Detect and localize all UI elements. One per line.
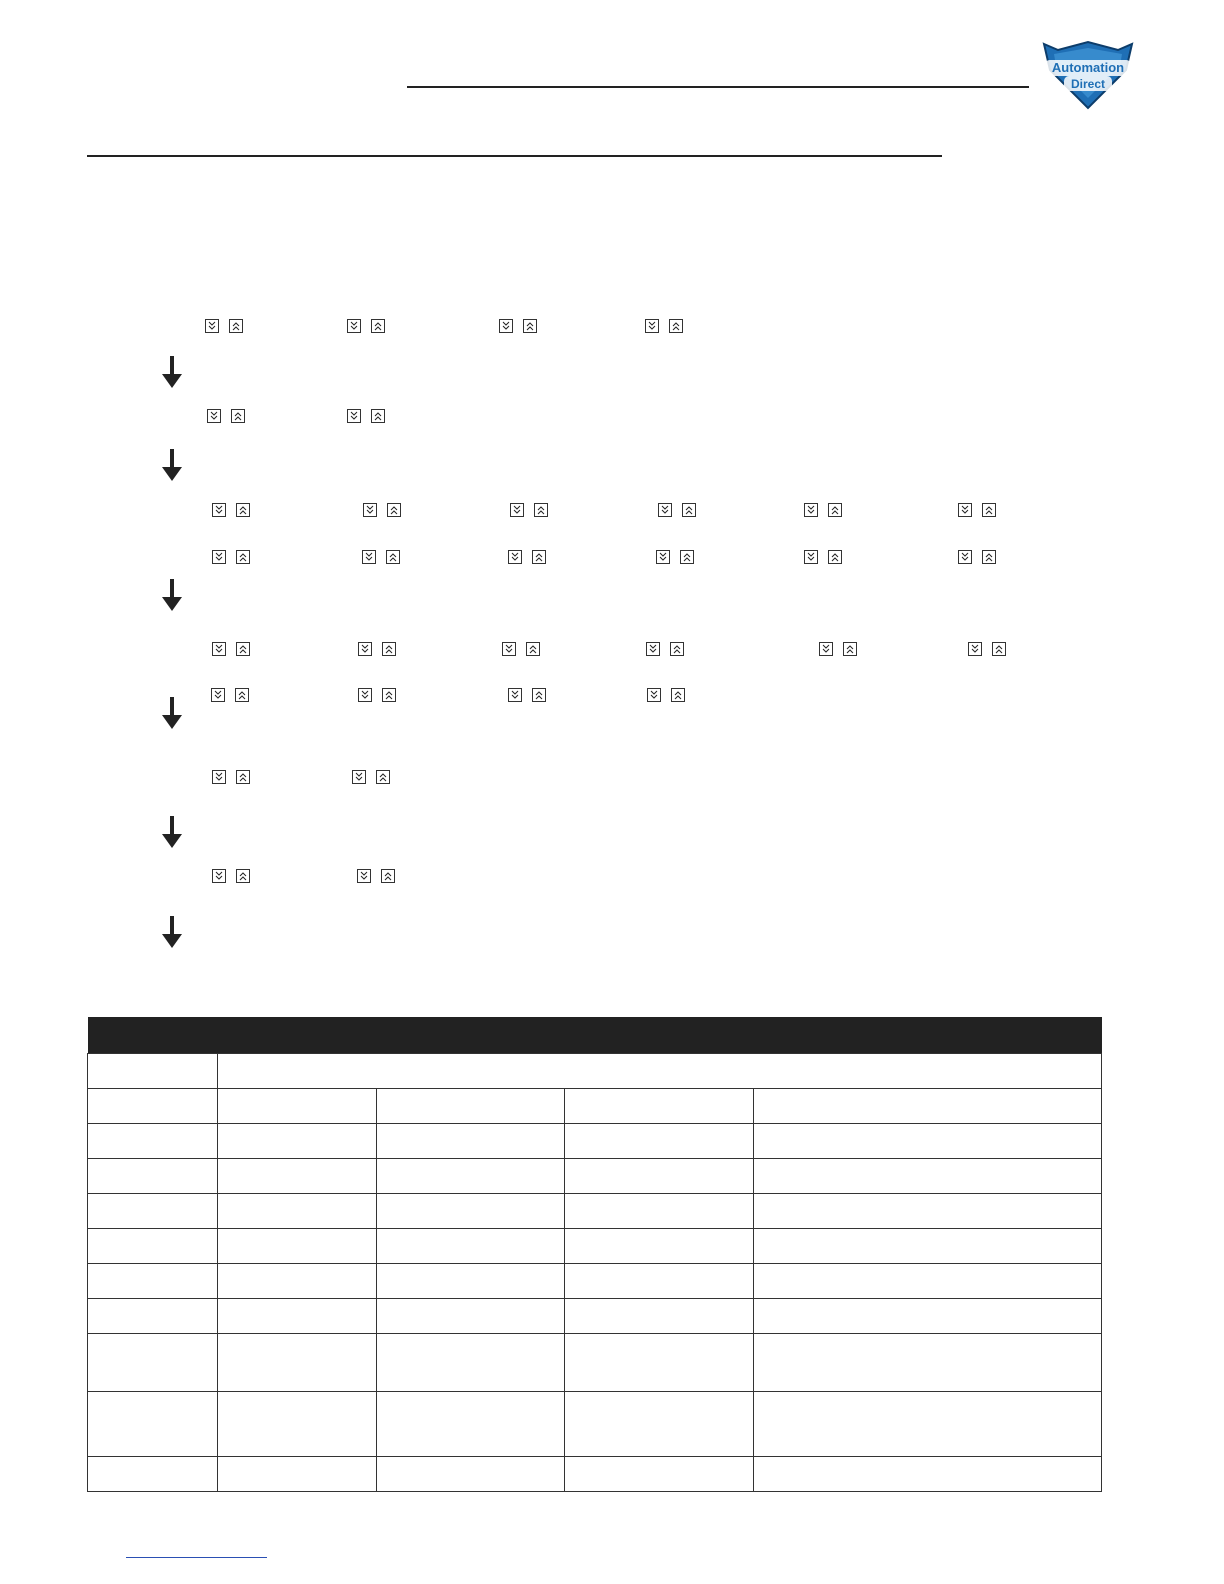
key-pair [212,503,250,517]
key-up-icon [376,770,390,784]
parameter-table [87,1017,1102,1492]
table-cell [218,1194,377,1229]
arrow-down-icon [161,916,183,950]
key-pair [804,550,842,564]
table-cell [565,1334,754,1392]
table-cell [218,1299,377,1334]
table-cell [218,1457,377,1492]
key-up-icon [671,688,685,702]
key-pair [645,319,683,333]
key-up-icon [236,770,250,784]
key-up-icon [386,550,400,564]
table-cell [218,1124,377,1159]
key-down-icon [819,642,833,656]
table-cell [88,1089,218,1124]
table-cell [88,1264,218,1299]
key-up-icon [534,503,548,517]
key-pair [968,642,1006,656]
table-cell [218,1229,377,1264]
key-pair [212,642,250,656]
table-cell [88,1124,218,1159]
key-up-icon [992,642,1006,656]
key-down-icon [968,642,982,656]
table-row [88,1229,1102,1264]
key-up-icon [532,688,546,702]
key-up-icon [235,688,249,702]
key-pair [819,642,857,656]
table-cell [754,1392,1102,1457]
key-down-icon [362,550,376,564]
key-up-icon [236,503,250,517]
key-down-icon [647,688,661,702]
key-pair [205,319,243,333]
key-up-icon [381,869,395,883]
arrow-down-icon [161,449,183,483]
key-pair [211,688,249,702]
header-rule [407,86,1029,88]
table-cell [377,1194,565,1229]
key-down-icon [510,503,524,517]
table-cell [88,1299,218,1334]
table-cell [754,1159,1102,1194]
key-pair [508,688,546,702]
key-down-icon [646,642,660,656]
key-up-icon [236,642,250,656]
key-up-icon [387,503,401,517]
table-cell [565,1299,754,1334]
key-down-icon [656,550,670,564]
key-down-icon [212,770,226,784]
table-row [88,1089,1102,1124]
key-up-icon [682,503,696,517]
key-pair [212,550,250,564]
key-down-icon [212,642,226,656]
key-down-icon [358,642,372,656]
key-down-icon [958,503,972,517]
key-down-icon [804,550,818,564]
key-up-icon [828,550,842,564]
key-pair [347,409,385,423]
key-pair [212,869,250,883]
table-row [88,1392,1102,1457]
key-pair [804,503,842,517]
table-cell [754,1457,1102,1492]
table-cell [565,1159,754,1194]
table-cell [88,1392,218,1457]
arrow-down-icon [161,356,183,390]
table-row [88,1299,1102,1334]
table-cell [565,1457,754,1492]
table-cell [754,1264,1102,1299]
table-cell [377,1392,565,1457]
table-row [88,1264,1102,1299]
table-row [88,1054,1102,1089]
table-cell [754,1194,1102,1229]
key-pair [499,319,537,333]
table-cell [377,1089,565,1124]
key-pair [502,642,540,656]
table-cell [218,1054,1102,1089]
key-up-icon [523,319,537,333]
key-down-icon [502,642,516,656]
table-cell [377,1457,565,1492]
key-down-icon [358,688,372,702]
table-cell [377,1264,565,1299]
key-up-icon [526,642,540,656]
key-pair [357,869,395,883]
key-up-icon [371,319,385,333]
table-cell [565,1229,754,1264]
key-pair [363,503,401,517]
table-cell [377,1124,565,1159]
key-pair [358,642,396,656]
table-cell [88,1457,218,1492]
arrow-down-icon [161,697,183,731]
key-pair [362,550,400,564]
key-up-icon [371,409,385,423]
key-down-icon [205,319,219,333]
table-cell [218,1392,377,1457]
logo-line1: Automation [1051,60,1125,75]
key-up-icon [382,642,396,656]
key-up-icon [982,550,996,564]
key-pair [510,503,548,517]
key-down-icon [363,503,377,517]
table-cell [218,1264,377,1299]
key-pair [958,550,996,564]
table-cell [377,1299,565,1334]
key-pair [508,550,546,564]
key-pair [656,550,694,564]
key-up-icon [828,503,842,517]
key-pair [207,409,245,423]
key-up-icon [669,319,683,333]
arrow-down-icon [161,816,183,850]
table-header-row [88,1017,1102,1054]
key-down-icon [804,503,818,517]
key-down-icon [645,319,659,333]
key-up-icon [680,550,694,564]
key-down-icon [352,770,366,784]
table-cell [88,1054,218,1089]
table-cell [754,1229,1102,1264]
key-down-icon [347,409,361,423]
table-cell [565,1392,754,1457]
table-cell [88,1159,218,1194]
table-cell [565,1089,754,1124]
key-up-icon [670,642,684,656]
key-down-icon [207,409,221,423]
key-down-icon [508,550,522,564]
table-cell [377,1159,565,1194]
table-row [88,1457,1102,1492]
table-cell [88,1229,218,1264]
table-row [88,1194,1102,1229]
key-pair [358,688,396,702]
table-cell [377,1229,565,1264]
table-cell [88,1334,218,1392]
key-pair [347,319,385,333]
key-up-icon [532,550,546,564]
key-up-icon [982,503,996,517]
table-header [88,1017,1102,1054]
table-cell [754,1334,1102,1392]
key-down-icon [499,319,513,333]
key-down-icon [958,550,972,564]
key-down-icon [212,550,226,564]
key-up-icon [231,409,245,423]
key-up-icon [843,642,857,656]
table-cell [218,1159,377,1194]
key-up-icon [236,869,250,883]
key-down-icon [508,688,522,702]
table-row [88,1334,1102,1392]
table-cell [754,1299,1102,1334]
key-pair [646,642,684,656]
automation-direct-logo [1040,40,1136,112]
table-cell [754,1089,1102,1124]
key-pair [658,503,696,517]
table-cell [754,1124,1102,1159]
key-up-icon [236,550,250,564]
key-down-icon [211,688,225,702]
table-cell [218,1089,377,1124]
table-cell [88,1194,218,1229]
key-down-icon [212,503,226,517]
table-row [88,1159,1102,1194]
key-pair [647,688,685,702]
table-cell [565,1264,754,1299]
arrow-down-icon [161,579,183,613]
table-cell [377,1334,565,1392]
logo-line2: Direct [1070,77,1106,91]
key-down-icon [212,869,226,883]
key-pair [958,503,996,517]
key-pair [352,770,390,784]
table-row [88,1124,1102,1159]
key-up-icon [229,319,243,333]
table-cell [565,1194,754,1229]
key-down-icon [347,319,361,333]
section-rule [87,155,942,157]
key-up-icon [382,688,396,702]
key-pair [212,770,250,784]
footer-link[interactable] [126,1557,267,1558]
table-cell [565,1124,754,1159]
key-down-icon [357,869,371,883]
key-down-icon [658,503,672,517]
table-cell [218,1334,377,1392]
